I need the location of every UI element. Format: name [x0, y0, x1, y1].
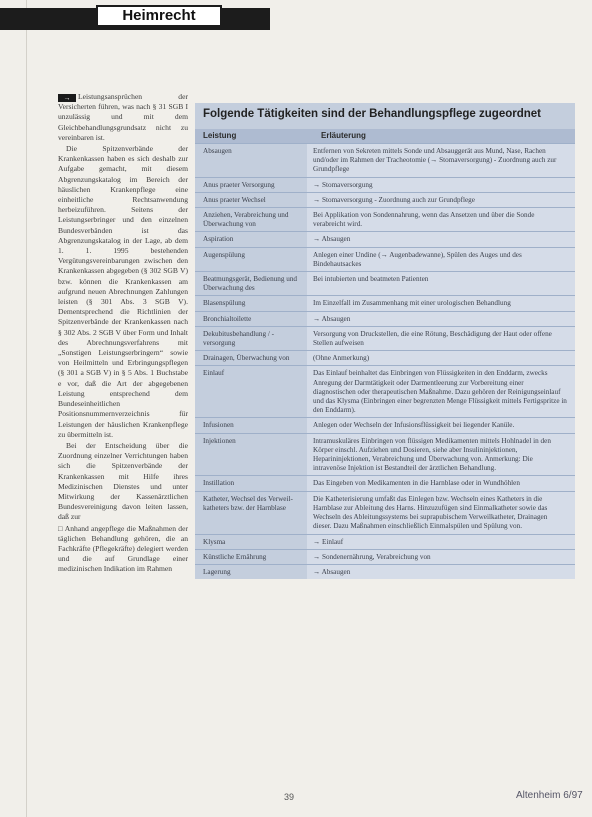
erlaeuterung-cell: Das Einlauf beinhaltet das Einbringen von Flüssigkeiten in den Enddarm, zwecks Anregung der Darmtätigkeit oder Darmentleerung zur Vorbereitung einer diagnostischen oder therapeutischen Maßnahme. Dazu gehören der Reinigungseinlauf und das Klysma (Einbringen einer begrenzten Menge Flüssigkeit mittels Fertigspritze in den Enddarm). — [307, 366, 575, 417]
erlaeuterung-cell: Das Eingeben von Medikamenten in die Harnblase oder in Wundhöhlen — [307, 476, 575, 490]
table-row — [195, 564, 575, 579]
leistung-cell: Anus praeter Wechsel — [203, 195, 266, 204]
table-row — [195, 549, 575, 564]
table-body — [195, 143, 575, 579]
table-row — [195, 491, 575, 534]
table-row — [195, 143, 575, 177]
leistung-cell: Anus praeter Versorgung — [203, 180, 275, 189]
table-row — [195, 326, 575, 350]
left-paragraph: Bei der Entscheidung über die Zuordnung einzelner Verrichtungen haben sich die Spitzenverbände der Krankenkassen mit Hilfe ihres Medizinischen Dienstes und unter Mitwirkung der Kassenärztlichen Bundesvereinigung davon leiten lassen, daß zur — [58, 440, 188, 522]
table-row — [195, 177, 575, 192]
table-row — [195, 534, 575, 549]
erlaeuterung-cell: Versorgung von Druckstellen, die eine Rötung, Beschädigung der Haut oder offene Stellen aufweisen — [307, 327, 575, 350]
left-paragraph — [58, 92, 188, 143]
table-row — [195, 475, 575, 490]
erlaeuterung-cell: → Absaugen — [307, 232, 575, 246]
erlaeuterung-cell: → Einlauf — [307, 535, 575, 549]
leistung-cell: Augenspülung — [203, 250, 245, 259]
table-row — [195, 433, 575, 476]
erlaeuterung-cell: Bei intubierten und beatmeten Patienten — [307, 272, 575, 295]
erlaeuterung-cell: Die Katheterisierung umfaßt das Einlegen bzw. Wechseln eines Katheters in die Harnblase zur Ableitung des Harns. Hinzuzufügen sind Einmalkatheter sowie das Wechseln des Ableitungssystems bei suprapubischem Verweilkatheter, Drainagen dieser. Dazu Maßnahmen einschließlich Einmalspülen und Spülung von. — [307, 492, 575, 534]
leistung-cell: Klysma — [203, 537, 226, 546]
leistung-cell: Absaugen — [203, 147, 232, 155]
table-row — [195, 350, 575, 365]
magazine-reference: Altenheim 6/97 — [516, 790, 583, 801]
page-number: 39 — [284, 792, 295, 802]
table-header-row — [195, 129, 575, 143]
erlaeuterung-cell: Anlegen oder Wechseln der Infusionsflüssigkeit bei liegender Kanüle. — [307, 418, 575, 432]
leistung-cell: Lagerung — [203, 567, 231, 576]
leistung-cell: Aspiration — [203, 235, 234, 244]
erlaeuterung-cell: (Ohne Anmerkung) — [307, 351, 575, 365]
section-title: Heimrecht — [96, 5, 222, 27]
leistung-cell: Injektionen — [203, 436, 236, 445]
left-paragraph: Die Spitzenverbände der Krankenkassen haben es sich deshalb zur Aufgabe gemacht, mit diesem Abgrenzungskatalog im Bereich der häuslichen Krankenpflege eine einheitliche Rechtsanwendung herbeizuführen. Seitens der Leistungserbringer und den einzelnen Bundesverbänden ist das Abgrenzungskatalog in der Lage, ab dem 1. 1. 1995 bestehenden Vergütungsvereinbarungen zwischen den Krankenkassen abgegeben (§ 302 SGB V) bzw. können die Krankenkassen am aufgrund neuen Abrechnungen Zahlungen leisten (§ 301 Abs. 3 SGB V). Dementsprechend die Richtlinien der Spitzenverbände der Krankenkassen nach § 302 Abs. 2 SGB V über Form und Inhalt des Abrechnungsverfahrens mit „Sonstigen Leistungserbringern“ sowie von Heilmitteln und Erbringungspflegen (§ 301 a SGB V) in § 5 Abs. 1 Buchstabe e vor, daß die Art der abgegebenen Leistung entsprechend dem Bundeseinheitlichen Positionsnummernverzeichnis für Leistungen der häuslichen Krankenpflege zu übermitteln ist. — [58, 144, 188, 439]
table-row — [195, 295, 575, 310]
erlaeuterung-cell: → Absaugen — [307, 565, 575, 579]
table-row — [195, 311, 575, 326]
erlaeuterung-cell: → Stomaversorgung — [307, 178, 575, 192]
leistung-cell: Drainagen, Überwachung von — [203, 354, 290, 363]
leistung-cell: Einlauf — [203, 369, 225, 378]
table-title: Folgende Tätigkeiten sind der Behandlungspflege zugeordnet — [203, 108, 541, 120]
table-row — [195, 231, 575, 246]
arrow-icon: → — [58, 94, 76, 102]
table-row — [195, 271, 575, 295]
leistung-cell: Künstliche Ernährung — [203, 552, 267, 561]
left-paragraph: □ Anhand angepflege die Maßnahmen der täglichen Behandlung gehören, die an Fachkräfte (Pflegekräfte) delegiert werden und die auf Grundlage einer medizinischen Indikation im Rahmen — [58, 523, 188, 574]
erlaeuterung-cell: Im Einzelfall im Zusammenhang mit einer urologischen Behandlung — [307, 296, 575, 310]
leistung-cell: Dekubitusbehandlung / -versorgung — [203, 329, 275, 348]
erlaeuterung-cell: Anlegen einer Undine (→ Augenbadewanne), Spülen des Auges und des Bindehautsackes — [307, 248, 575, 271]
table-row — [195, 417, 575, 432]
erlaeuterung-cell: → Stomaversorgung - Zuordnung auch zur Grundpflege — [307, 193, 575, 207]
leistung-cell: Instillation — [203, 479, 235, 488]
treatment-care-table — [195, 103, 575, 579]
left-text-column — [58, 92, 188, 576]
leistung-cell: Katheter, Wechsel des Verweil-katheters bzw. der Harnblase — [203, 494, 293, 512]
page-margin-line — [26, 0, 27, 817]
table-row — [195, 247, 575, 271]
erlaeuterung-cell: Intramuskuläres Einbringen von flüssigen Medikamenten mittels Hohlnadel in den Körper einschl. Aufziehen und Dosieren, siehe aber Insulininjektionen, Heparininjektionen, Verabreichung und Überwachung von. Anmerkung: Die intravenöse Injektion ist Bestandteil der ärztlichen Behandlung. — [307, 434, 575, 476]
paragraph-text: Leistungsansprüchen der Versicherten führen, was nach § 31 SGB I unzulässig und mit dem Gleichbehandlungsgrundsatz nicht zu vereinbaren ist. — [58, 92, 188, 142]
erlaeuterung-cell: → Sondenernährung, Verabreichung von — [307, 550, 575, 564]
column-header-leistung: Leistung — [203, 131, 237, 140]
leistung-cell: Bronchialtoilette — [203, 314, 252, 323]
table-row — [195, 365, 575, 417]
leistung-cell: Blasenspülung — [203, 299, 246, 308]
table-row — [195, 192, 575, 207]
table-row — [195, 207, 575, 231]
leistung-cell: Infusionen — [203, 421, 234, 430]
column-header-erlaeuterung: Erläuterung — [321, 131, 366, 140]
erlaeuterung-cell: Bei Applikation von Sondennahrung, wenn das Ansetzen und über die Sonde verabreicht wird. — [307, 208, 575, 231]
leistung-cell: Beatmungsgerät, Bedienung und Überwachung des — [203, 275, 298, 293]
erlaeuterung-cell: → Absaugen — [307, 312, 575, 326]
leistung-cell: Anziehen, Verabreichung und Überwachung von — [203, 211, 289, 229]
erlaeuterung-cell: Entfernen von Sekreten mittels Sonde und Absauggerät aus Mund, Nase, Rachen und/oder im Rahmen der Tracheotomie (→ Stomaversorgung) - Zuordnung auch zur Grundpflege — [307, 144, 575, 177]
